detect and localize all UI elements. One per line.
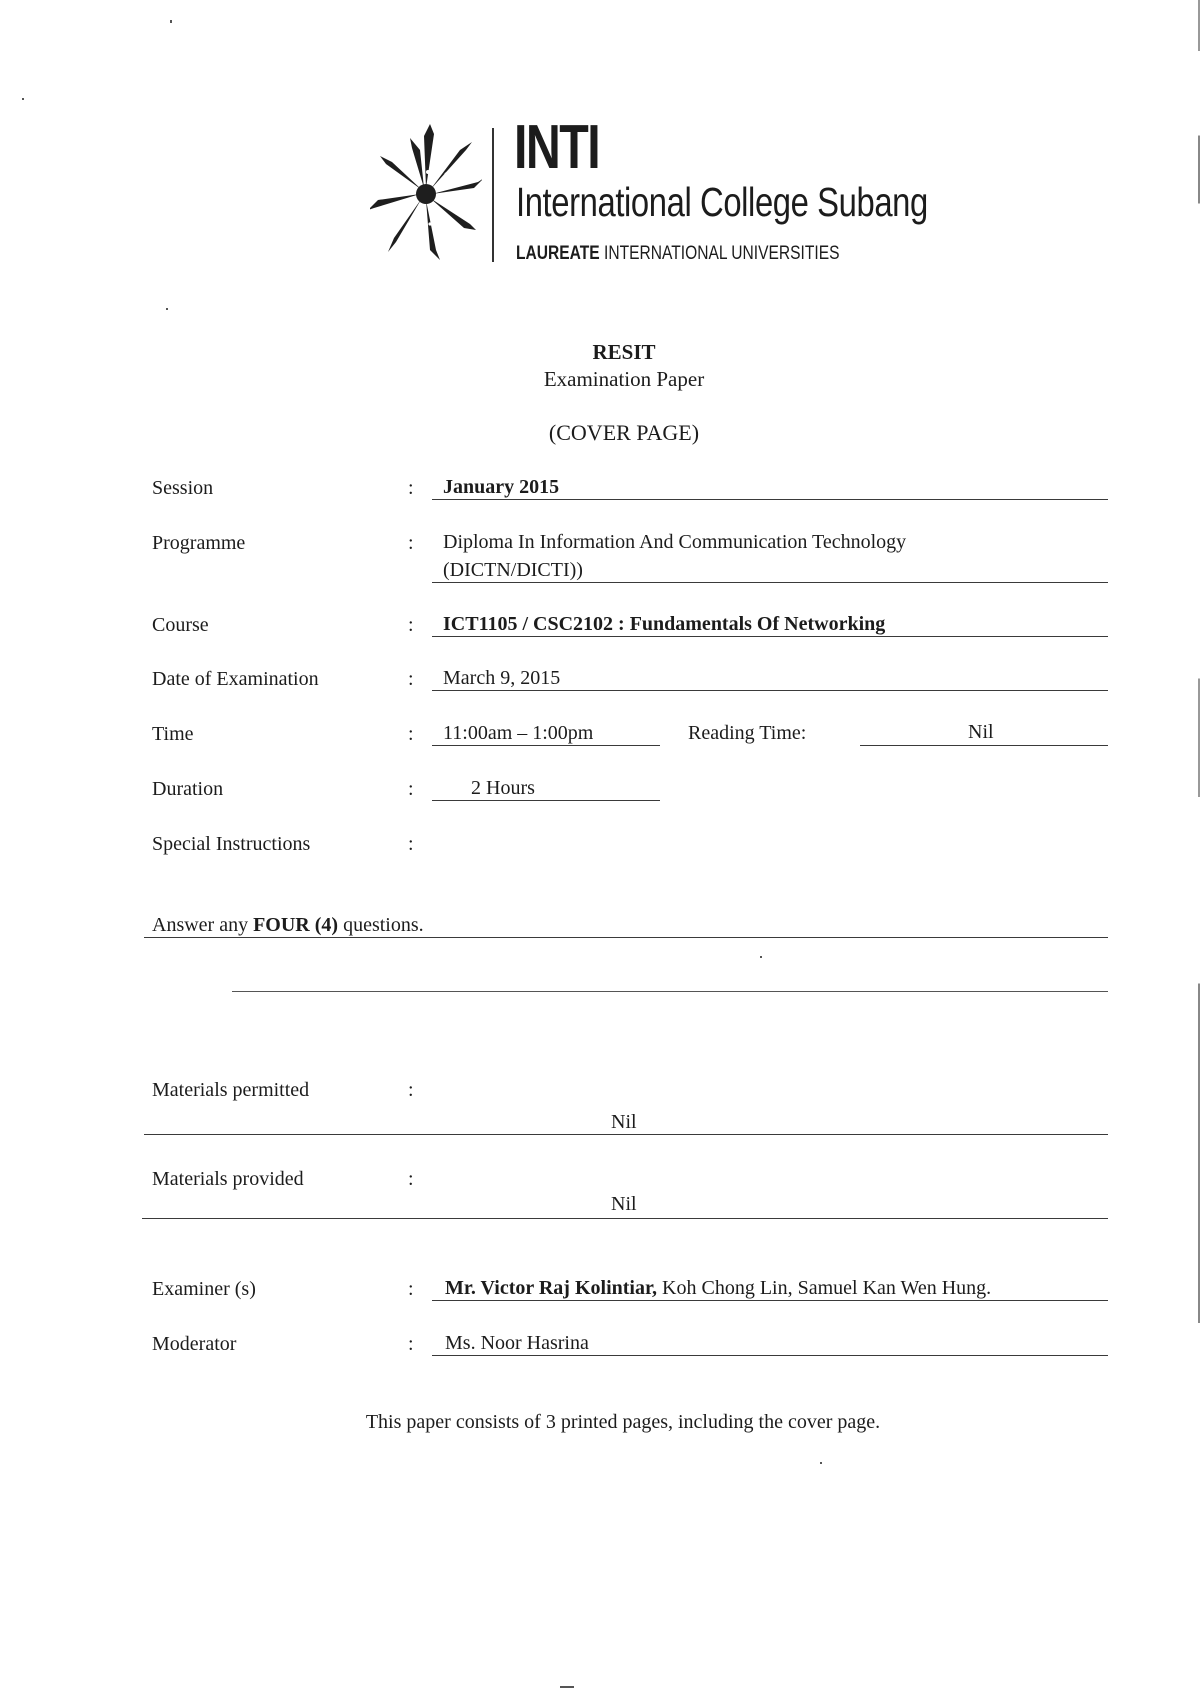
- special-instructions-underline-1: [144, 937, 1108, 938]
- examiner-label: Examiner (s): [152, 1278, 256, 1300]
- reading-time-value: Nil: [968, 721, 994, 743]
- resit-title: RESIT: [592, 340, 656, 364]
- page-count-note: This paper consists of 3 printed pages, including the cover page.: [365, 1411, 881, 1433]
- session-colon: :: [408, 477, 414, 499]
- scan-speck: [760, 956, 762, 958]
- college-logo-emblem: [370, 118, 482, 273]
- special-instructions-label: Special Instructions: [152, 833, 311, 855]
- course-label: Course: [152, 614, 209, 636]
- scan-speck: [22, 98, 24, 100]
- programme-label: Programme: [152, 532, 246, 554]
- session-value: January 2015: [443, 476, 560, 498]
- scan-speck: [560, 1686, 574, 1688]
- course-colon: :: [408, 614, 414, 636]
- moderator-value: Ms. Noor Hasrina: [445, 1332, 589, 1354]
- materials-provided-value: Nil: [611, 1193, 637, 1215]
- materials-provided-underline: [142, 1218, 1108, 1219]
- duration-label: Duration: [152, 778, 224, 800]
- programme-underline: [432, 582, 1108, 583]
- examiner-value-rest: Koh Chong Lin, Samuel Kan Wen Hung.: [657, 1277, 992, 1299]
- scan-speck: [166, 308, 168, 310]
- examiner-colon: :: [408, 1278, 414, 1300]
- examiner-underline: [432, 1300, 1108, 1301]
- materials-permitted-underline: [144, 1134, 1108, 1135]
- date-value: March 9, 2015: [443, 667, 561, 689]
- scan-speck: [820, 1462, 822, 1464]
- programme-colon: :: [408, 532, 414, 554]
- programme-value-line1: Diploma In Information And Communication Technology: [443, 531, 907, 553]
- reading-time-label: Reading Time:: [688, 722, 807, 744]
- special-instructions-underline-2: [232, 991, 1108, 992]
- cover-page-heading: (COVER PAGE): [548, 420, 700, 445]
- materials-permitted-value: Nil: [611, 1111, 637, 1133]
- programme-value-line2: (DICTN/DICTI)): [443, 559, 583, 581]
- moderator-underline: [432, 1355, 1108, 1356]
- logo-college-name: International College Subang: [516, 179, 928, 225]
- special-instructions-value: [152, 914, 424, 937]
- logo-laureate-rest: INTERNATIONAL UNIVERSITIES: [604, 243, 840, 264]
- course-underline: [432, 636, 1108, 637]
- scan-speck: [170, 20, 172, 23]
- special-instructions-prefix: Answer any: [152, 914, 254, 936]
- duration-colon: :: [408, 778, 414, 800]
- exam-paper-subtitle: Examination Paper: [543, 367, 705, 391]
- special-instructions-suffix: questions.: [338, 914, 424, 936]
- logo-laureate-tagline: [516, 244, 839, 263]
- date-label: Date of Examination: [152, 668, 319, 690]
- starburst-logo-icon: [370, 118, 482, 268]
- moderator-label: Moderator: [152, 1333, 237, 1355]
- materials-provided-label: Materials provided: [152, 1168, 304, 1190]
- duration-value: 2 Hours: [471, 777, 535, 799]
- time-underline: [432, 745, 660, 746]
- special-instructions-colon: :: [408, 833, 414, 855]
- examiner-value-bold: Mr. Victor Raj Kolintiar,: [445, 1277, 658, 1299]
- session-underline: [432, 499, 1108, 500]
- duration-underline: [432, 800, 660, 801]
- materials-provided-colon: :: [408, 1168, 414, 1190]
- time-label: Time: [152, 723, 194, 745]
- date-underline: [432, 690, 1108, 691]
- logo-wordmark: INTI: [514, 113, 600, 182]
- moderator-colon: :: [408, 1333, 414, 1355]
- logo-divider: [492, 128, 494, 262]
- logo-laureate-bold: LAUREATE: [516, 243, 600, 264]
- time-value: 11:00am – 1:00pm: [443, 722, 594, 744]
- time-colon: :: [408, 723, 414, 745]
- materials-permitted-label: Materials permitted: [152, 1079, 310, 1101]
- course-value: ICT1105 / CSC2102 : Fundamentals Of Networking: [443, 613, 886, 635]
- special-instructions-bold: FOUR (4): [253, 914, 339, 936]
- session-label: Session: [152, 477, 214, 499]
- materials-permitted-colon: :: [408, 1079, 414, 1101]
- examiner-value: [445, 1277, 991, 1300]
- date-colon: :: [408, 668, 414, 690]
- reading-time-underline: [860, 745, 1108, 746]
